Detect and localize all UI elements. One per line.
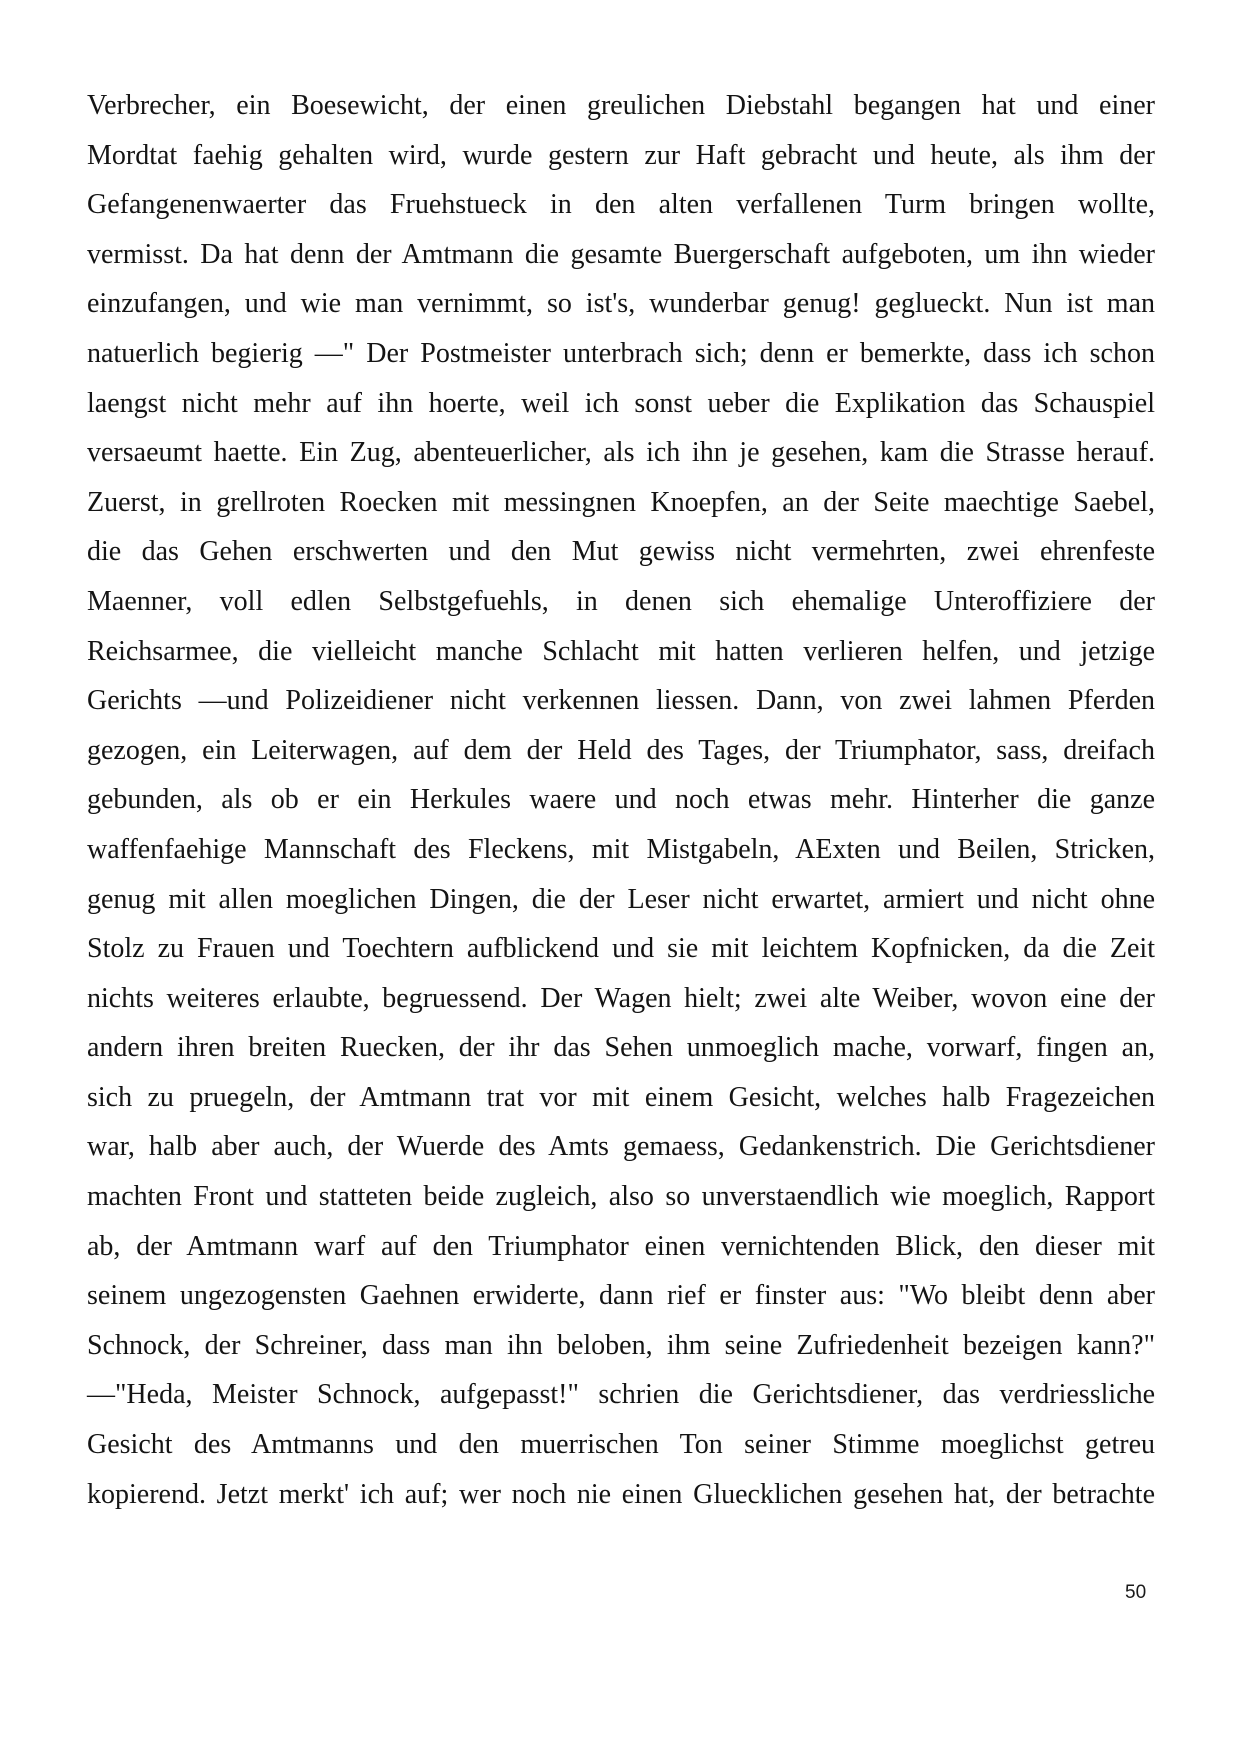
text-line: einzufangen, und wie man vernimmt, so ist's, wunderbar genug! geglueckt. Nun ist man (87, 288, 1155, 320)
text-line: sich zu pruegeln, der Amtmann trat vor mit einem Gesicht, welches halb Fragezeichen (87, 1081, 1155, 1113)
text-line: Stolz zu Frauen und Toechtern aufblickend und sie mit leichtem Kopfnicken, da die Zeit (87, 933, 1155, 965)
text-line: Schnock, der Schreiner, dass man ihn beloben, ihm seine Zufriedenheit bezeigen kann?" (87, 1329, 1155, 1361)
text-line: Zuerst, in grellroten Roecken mit messingnen Knoepfen, an der Seite maechtige Saebel, (87, 486, 1155, 518)
text-line: Verbrecher, ein Boesewicht, der einen greulichen Diebstahl begangen hat und einer (87, 90, 1155, 121)
text-line: Mordtat faehig gehalten wird, wurde gestern zur Haft gebracht und heute, als ihm der (87, 139, 1155, 171)
text-line: versaeumt haette. Ein Zug, abenteuerlicher, als ich ihn je gesehen, kam die Strasse herauf. (87, 437, 1155, 469)
text-line: gebunden, als ob er ein Herkules waere und noch etwas mehr. Hinterher die ganze (87, 784, 1155, 816)
text-line: Reichsarmee, die vielleicht manche Schlacht mit hatten verlieren helfen, und jetzige (87, 635, 1155, 667)
text-line: kopierend. Jetzt merkt' ich auf; wer noch nie einen Gluecklichen gesehen hat, der betrachte (87, 1478, 1155, 1510)
text-line: natuerlich begierig —" Der Postmeister unterbrach sich; denn er bemerkte, dass ich schon (87, 337, 1155, 369)
text-line: Maenner, voll edlen Selbstgefuehls, in denen sich ehemalige Unteroffiziere der (87, 585, 1155, 617)
text-line: Gesicht des Amtmanns und den muerrischen Ton seiner Stimme moeglichst getreu (87, 1429, 1155, 1461)
body-text (87, 81, 1155, 1519)
text-line: nichts weiteres erlaubte, begruessend. Der Wagen hielt; zwei alte Weiber, wovon eine der (87, 982, 1155, 1014)
text-line: war, halb aber auch, der Wuerde des Amts gemaess, Gedankenstrich. Die Gerichtsdiener (87, 1131, 1155, 1163)
text-line: Gerichts —und Polizeidiener nicht verkennen liessen. Dann, von zwei lahmen Pferden (87, 685, 1155, 717)
text-line: laengst nicht mehr auf ihn hoerte, weil ich sonst ueber die Explikation das Schauspiel (87, 387, 1155, 419)
text-line: Gefangenenwaerter das Fruehstueck in den alten verfallenen Turm bringen wollte, (87, 189, 1155, 221)
text-line: ab, der Amtmann warf auf den Triumphator einen vernichtenden Blick, den dieser mit (87, 1230, 1155, 1262)
text-line: genug mit allen moeglichen Dingen, die der Leser nicht erwartet, armiert und nicht ohne (87, 883, 1155, 915)
text-line: —"Heda, Meister Schnock, aufgepasst!" schrien die Gerichtsdiener, das verdriessliche (87, 1379, 1155, 1411)
text-line: vermisst. Da hat denn der Amtmann die gesamte Buergerschaft aufgeboten, um ihn wieder (87, 238, 1155, 270)
text-line: waffenfaehige Mannschaft des Fleckens, mit Mistgabeln, AExten und Beilen, Stricken, (87, 833, 1155, 865)
text-line: machten Front und statteten beide zugleich, also so unverstaendlich wie moeglich, Rapport (87, 1181, 1155, 1213)
text-line: gezogen, ein Leiterwagen, auf dem der Held des Tages, der Triumphator, sass, dreifach (87, 734, 1155, 766)
text-line: die das Gehen erschwerten und den Mut gewiss nicht vermehrten, zwei ehrenfeste (87, 536, 1155, 568)
text-line: seinem ungezogensten Gaehnen erwiderte, dann rief er finster aus: "Wo bleibt denn aber (87, 1280, 1155, 1312)
page-number: 50 (1125, 1582, 1147, 1603)
text-line: andern ihren breiten Ruecken, der ihr das Sehen unmoeglich mache, vorwarf, fingen an, (87, 1032, 1155, 1064)
